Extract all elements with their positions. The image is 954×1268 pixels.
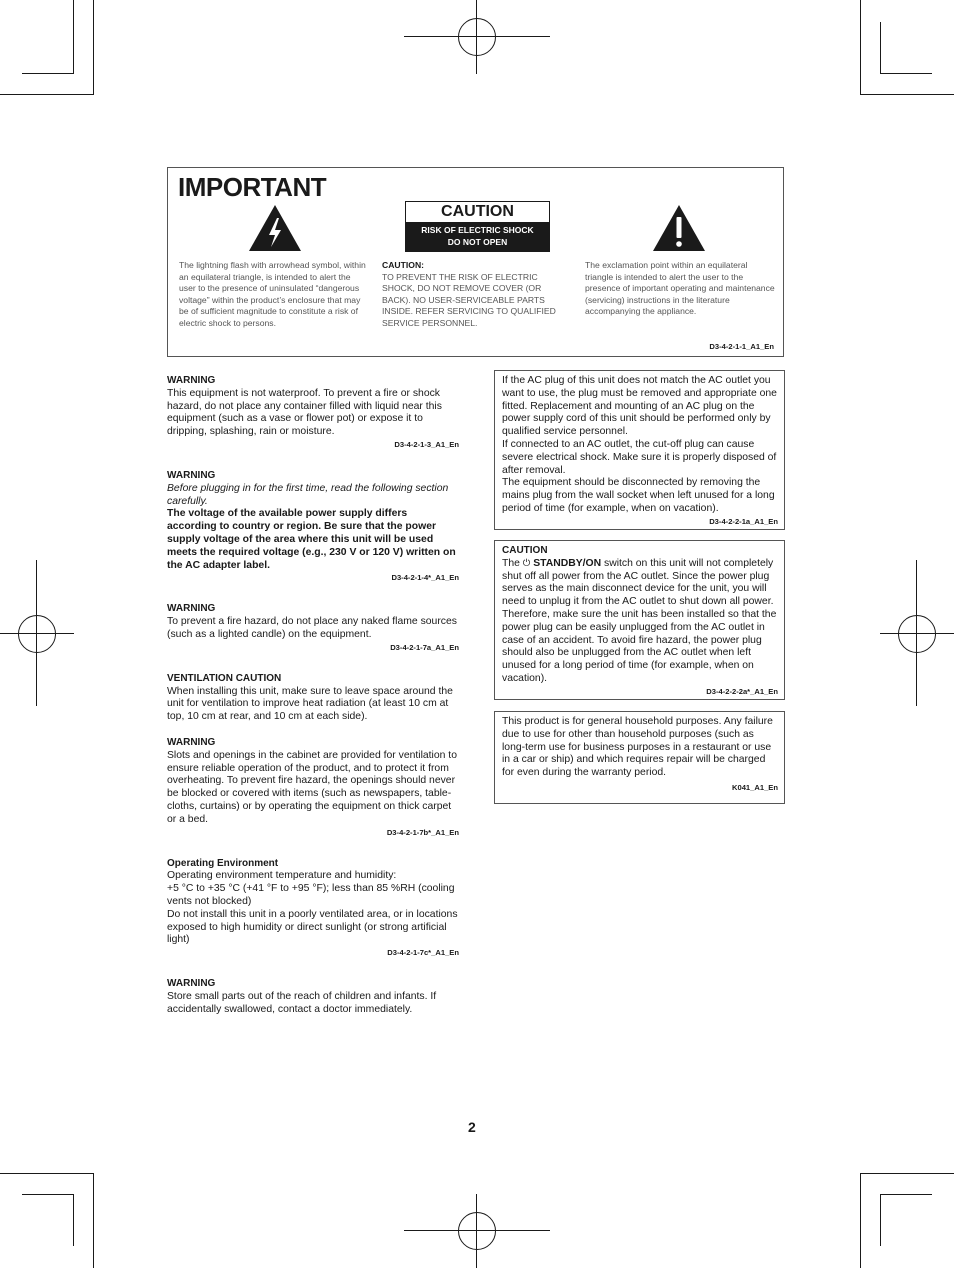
reference-code: D3-4-2-2-1a_A1_En [709, 516, 778, 526]
caution-statement [382, 260, 568, 330]
reference-code: D3-4-2-1-1_A1_En [709, 342, 774, 351]
section-line: Do not install this unit in a poorly ventilated area, or in locations exposed to high humidity or direct sunlight (or strong artificial light) [167, 908, 458, 946]
caution-body [502, 558, 778, 686]
caution-label-title: CAUTION [441, 203, 514, 220]
paragraph: The equipment should be disconnected by removing the mains plug from the wall socket when left unused for a long period of time (for example, when on vacation). [502, 477, 775, 514]
section-heading: WARNING [167, 469, 216, 481]
exclamation-warning-icon [652, 204, 706, 252]
lightning-symbol-text: The lightning flash with arrowhead symbol, within an equilateral triangle, is intended to alert the user to the presence of uninsulated “dangerous voltage” within the product’s enclosure that may be of sufficient magnitude to constitute a risk of electric shock to persons. [179, 260, 366, 328]
exclamation-symbol-text: The exclamation point within an equilateral triangle is intended to alert the user to the presence of important operating and maintenance (servicing) instructions in the literature accompanying the appliance. [585, 260, 775, 317]
text-segment: The [502, 557, 523, 569]
section-line: +5 °C to +35 °C (+41 °F to +95 °F); less than 85 %RH (cooling vents not blocked) [167, 883, 455, 907]
lightning-warning-icon [248, 204, 302, 252]
caution-label [405, 201, 550, 252]
page-number: 2 [468, 1119, 476, 1135]
caution-text: TO PREVENT THE RISK OF ELECTRIC SHOCK, DO NOT REMOVE COVER (OR BACK). NO USER-SERVICEABLE PARTS INSIDE. REFER SERVICING TO QUALIFIED SERVICE PERSONNEL. [382, 271, 556, 328]
reference-code: D3-4-2-1-7c*_A1_En [387, 948, 459, 958]
caution-heading: CAUTION: [382, 260, 425, 270]
section-body: When installing this unit, make sure to leave space around the unit for ventilation to improve heat radiation (at least 10 cm at top, 10 cm at rear, and 10 cm at each side). [167, 685, 453, 723]
reference-code: D3-4-2-1-7b*_A1_En [386, 827, 459, 837]
section-body: Store small parts out of the reach of children and infants. If accidentally swallowed, contact a doctor immediately. [167, 990, 437, 1015]
caution-label-line2: DO NOT OPEN [447, 237, 508, 247]
operating-environment-section [167, 858, 459, 959]
reference-code: D3-4-2-1-7a_A1_En [390, 642, 459, 652]
paragraph: If connected to an AC outlet, the cut-off plug can cause severe electrical shock. Make sure it is properly disposed of after removal. [502, 438, 777, 476]
warning-waterproof-section [167, 375, 459, 450]
important-title: IMPORTANT [178, 172, 327, 202]
section-body: This equipment is not waterproof. To prevent a fire or shock hazard, do not place any container filled with liquid near this equipment (such as a vase or flower pot) or expose it to dripping, splashing, rain or moisture. [167, 387, 442, 438]
left-column [167, 375, 459, 1016]
paragraph: This product is for general household purposes. Any failure due to use for other than household purposes (such as long-term use for business purposes in a restaurant or use in a car or ship) and which requires repair will be charged for even during the warranty period. [502, 716, 773, 779]
section-body: Slots and openings in the cabinet are provided for ventilation to ensure reliable operation of the product, and to protect it from overheating. To prevent fire hazard, the openings should never be blocked or covered with items (such as newspapers, table-cloths, curtains) or by operating the equipment on thick carpet or a bed. [167, 749, 457, 825]
section-heading: Operating Environment [167, 857, 279, 869]
reference-code: D3-4-2-1-4*_A1_En [391, 573, 459, 583]
section-heading: WARNING [167, 736, 216, 748]
standby-caution-box [494, 540, 785, 700]
warning-flame-section [167, 603, 459, 652]
section-italic-note: Before plugging in for the first time, read the following section carefully. [167, 482, 449, 507]
section-heading: VENTILATION CAUTION [167, 672, 282, 684]
text-segment: switch on this unit will not completely shut off all power from the AC outlet. Since the power plug serves as the main disconnect device for the unit, you will need to unplug it from the AC outlet to shut down all power. Therefore, make sure the unit has been installed so that the power plug can be easily unplugged from the AC outlet in case of an accident. To avoid fire hazard, the power plug should also be unplugged from the AC outlet when left unused for a long period of time (for example, when on vacation). [502, 557, 777, 684]
ac-plug-notice-box [494, 370, 785, 530]
ventilation-caution-section [167, 673, 459, 724]
warning-openings-section [167, 737, 459, 838]
reference-code: K041_A1_En [731, 782, 778, 792]
section-body: To prevent a fire hazard, do not place any naked flame sources (such as a lighted candle) on the equipment. [167, 616, 457, 640]
warning-small-parts-section [167, 978, 459, 1016]
section-heading: CAUTION [502, 545, 548, 556]
important-notice-box [167, 167, 784, 357]
warning-voltage-section [167, 470, 459, 583]
reference-code: D3-4-2-2-2a*_A1_En [706, 686, 778, 696]
caution-label-band [406, 222, 549, 251]
caution-label-line1: RISK OF ELECTRIC SHOCK [421, 225, 534, 235]
paragraph: If the AC plug of this unit does not match the AC outlet you want to use, the plug must be removed and appropriate one fitted. Replacement and mounting of an AC plug on the power supply cord of this unit should be performed only by qualified service personnel. [502, 375, 777, 438]
power-icon: ⏻ [522, 557, 531, 569]
reference-code: D3-4-2-1-3_A1_En [394, 439, 459, 449]
section-heading: WARNING [167, 978, 216, 990]
section-line: Operating environment temperature and humidity: [167, 870, 397, 882]
switch-name: STANDBY/ON [533, 557, 602, 569]
section-bold-body: The voltage of the available power supply differs according to country or region. Be sure that the power supply voltage of the area where this unit will be used meets the required voltage (e.g., 230 V or 120 V) written on the AC adapter label. [167, 508, 456, 571]
section-heading: WARNING [167, 603, 216, 615]
section-heading: WARNING [167, 375, 216, 386]
household-use-box [494, 711, 785, 804]
